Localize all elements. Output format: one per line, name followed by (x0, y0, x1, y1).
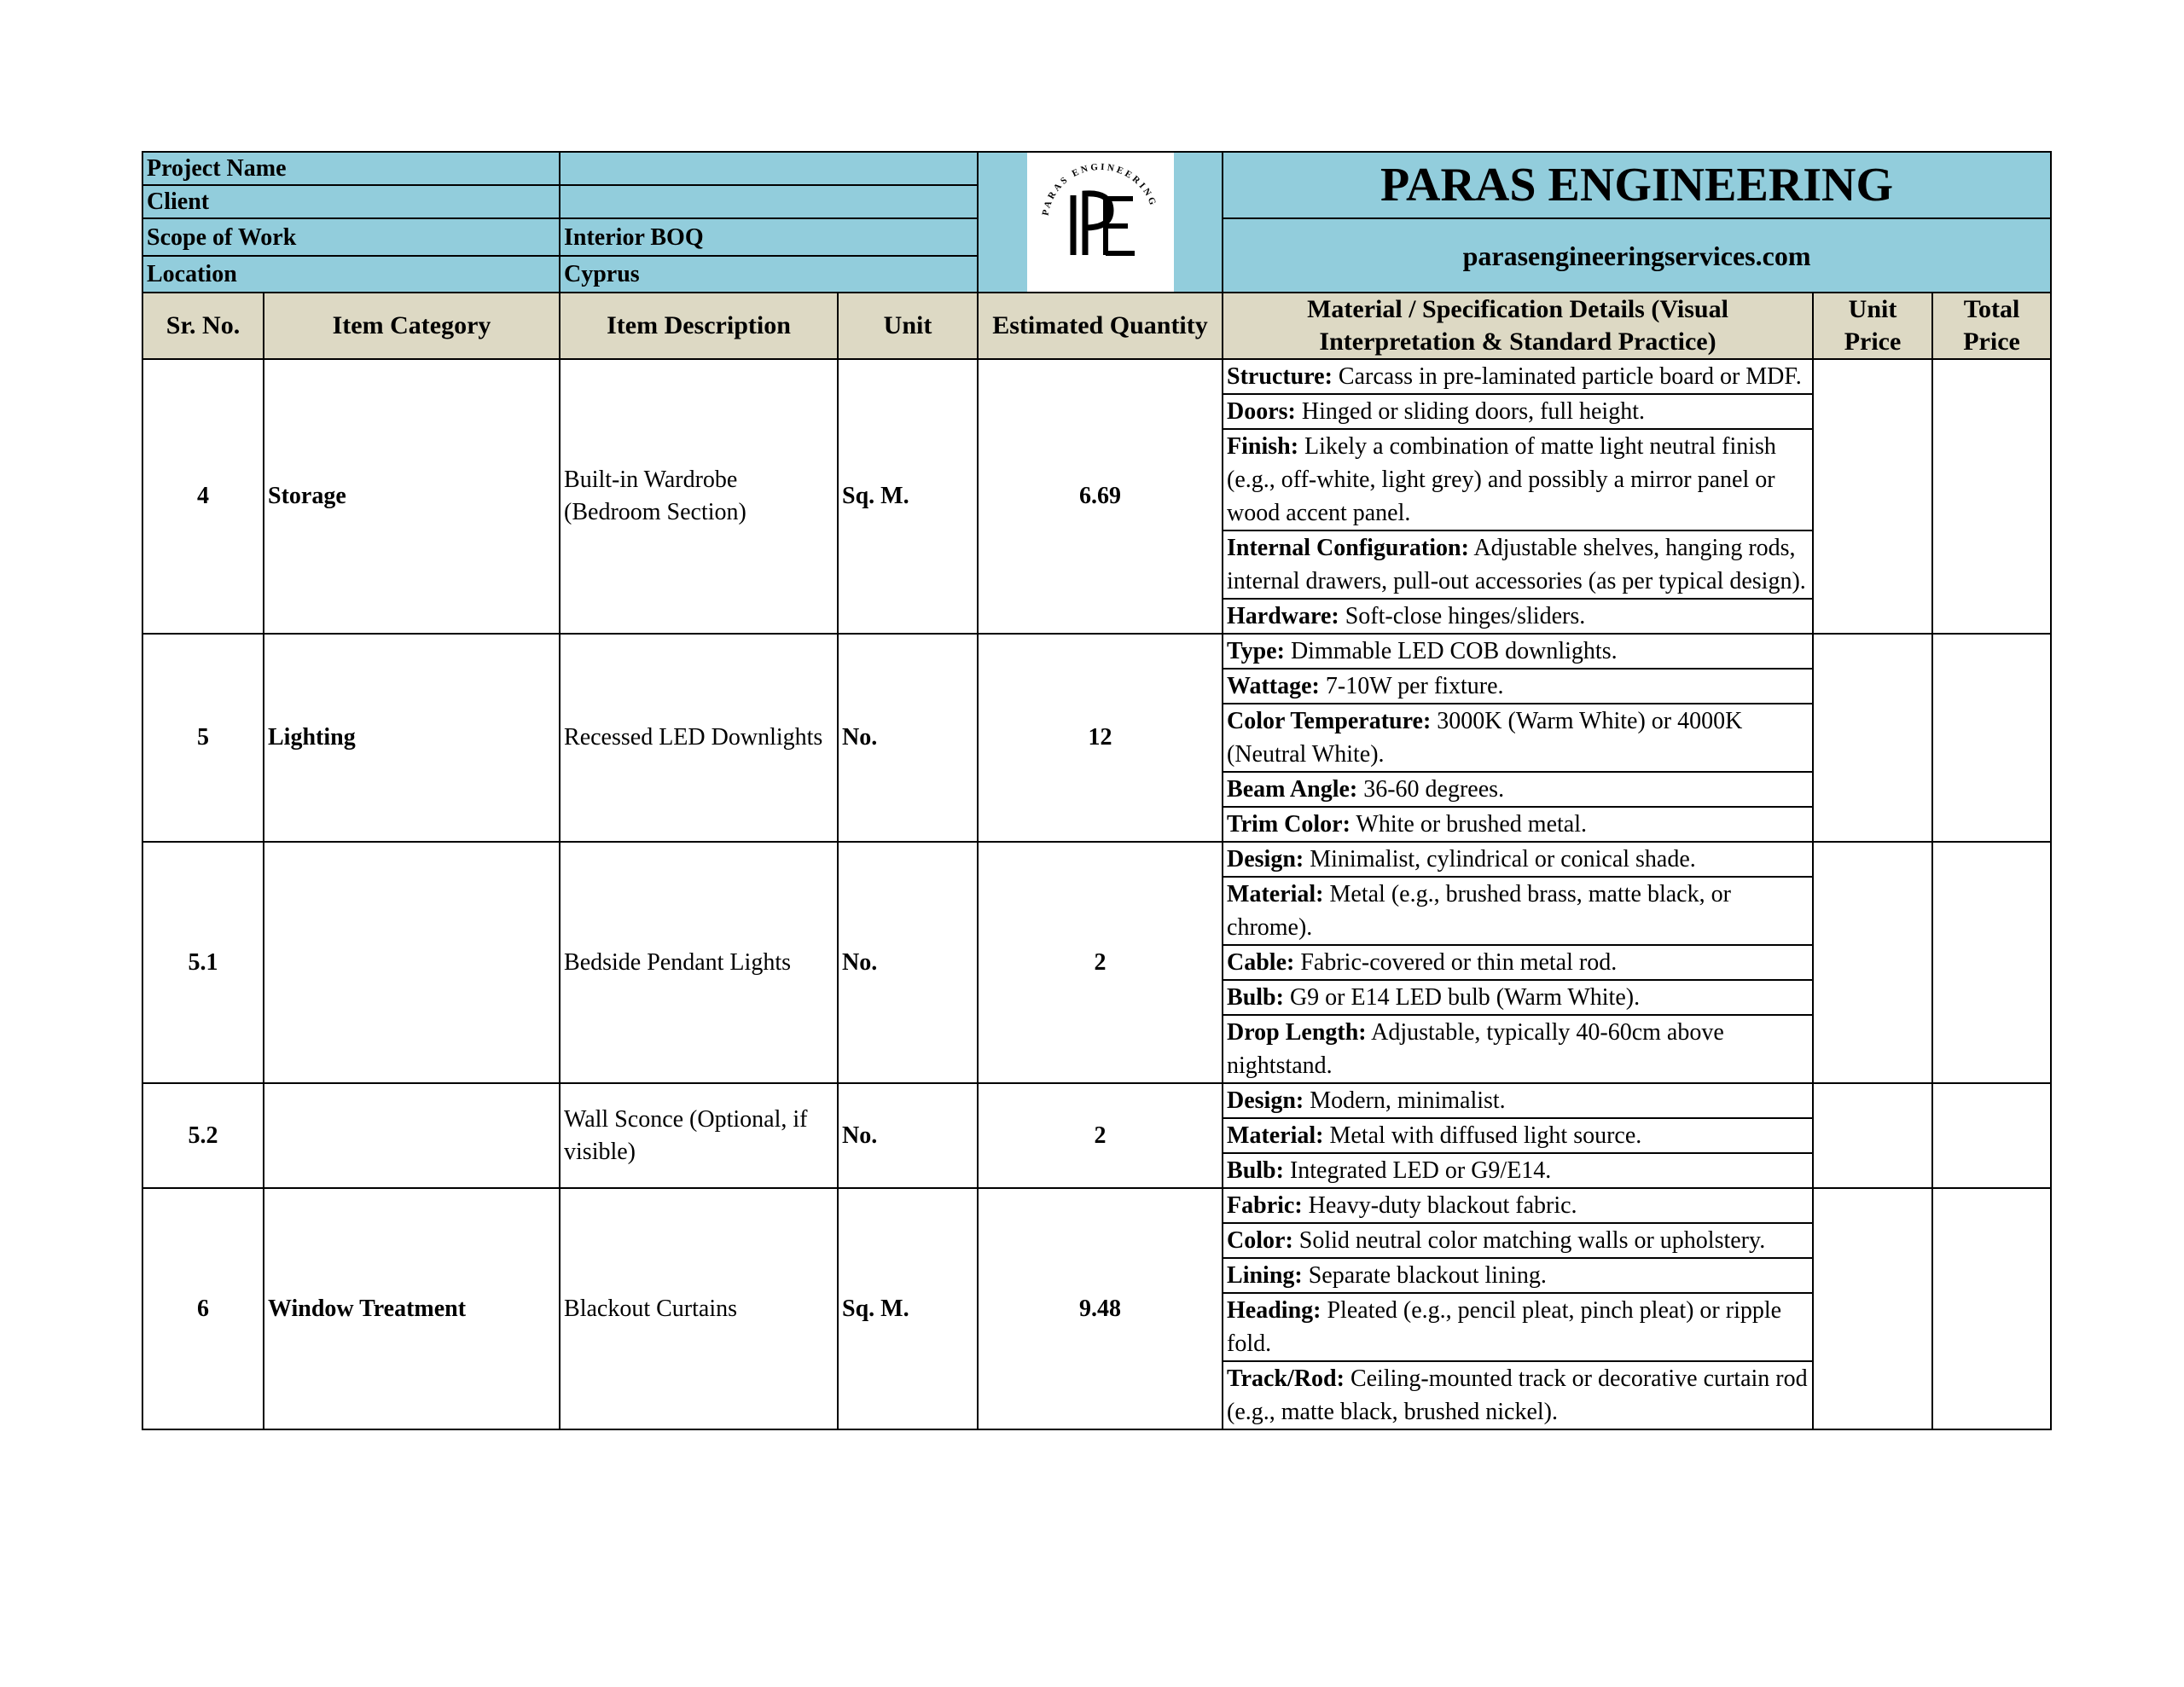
spec-cell (1223, 359, 1813, 634)
spec-label: Material: (1227, 881, 1324, 907)
spec-text: Separate blackout lining. (1302, 1262, 1547, 1289)
spec-text: 3000K (Warm White) or 4000K (Neutral White). (1227, 708, 1743, 768)
spec-line (1223, 1154, 1812, 1187)
unit-cell: Sq. M. (838, 359, 978, 634)
spec-text: Heavy-duty blackout fabric. (1302, 1192, 1577, 1219)
boq-table (142, 151, 2052, 1430)
client-label: Client (142, 185, 560, 218)
spec-line (1223, 981, 1812, 1016)
unit-cell: Sq. M. (838, 1188, 978, 1429)
unit-price-cell[interactable] (1813, 1188, 1932, 1429)
boq-sheet (142, 151, 2050, 1430)
spec-text: Solid neutral color matching walls or upholstery. (1292, 1227, 1766, 1254)
spec-line (1223, 1084, 1812, 1119)
table-row (142, 1083, 2051, 1188)
spec-line (1223, 1259, 1812, 1294)
spec-label: Heading: (1227, 1297, 1321, 1324)
spec-text: Minimalist, cylindrical or conical shade. (1304, 846, 1696, 872)
total-price-cell[interactable] (1932, 1188, 2051, 1429)
spec-text: Metal (e.g., brushed brass, matte black, or chrome). (1227, 881, 1731, 941)
column-header-row (142, 293, 2051, 359)
col-unit-price-text: Price (1844, 328, 1902, 356)
spec-cell (1223, 1083, 1813, 1188)
quantity-cell: 2 (978, 842, 1223, 1083)
spec-text: G9 or E14 LED bulb (Warm White). (1283, 984, 1641, 1011)
unit-price-cell[interactable] (1813, 634, 1932, 842)
col-material-spec (1223, 293, 1813, 359)
spec-line (1223, 395, 1812, 430)
sr-no-cell: 5.1 (142, 842, 264, 1083)
spec-line (1223, 1224, 1812, 1259)
spec-text: Integrated LED or G9/E14. (1283, 1157, 1552, 1184)
sr-no-cell: 6 (142, 1188, 264, 1429)
col-sr-no (142, 293, 264, 359)
item-description-cell: Blackout Curtains (560, 1188, 838, 1429)
spec-label: Material: (1227, 1122, 1324, 1149)
table-row (142, 359, 2051, 634)
col-item-description-text: Item Description (607, 311, 791, 339)
col-unit-price (1813, 293, 1932, 359)
spec-text: Likely a combination of matte light neutral finish (e.g., off-white, light grey) and possibly a mirror panel or wood accent panel. (1227, 433, 1776, 526)
spec-label: Fabric: (1227, 1192, 1303, 1219)
spec-line (1223, 1016, 1812, 1082)
total-price-cell[interactable] (1932, 634, 2051, 842)
item-description-cell: Bedside Pendant Lights (560, 842, 838, 1083)
spec-text: Metal with diffused light source. (1323, 1122, 1642, 1149)
spec-line (1223, 1189, 1812, 1224)
spec-label: Trim Color: (1227, 811, 1350, 838)
spec-label: Cable: (1227, 949, 1295, 976)
spec-text: 7-10W per fixture. (1319, 673, 1504, 699)
item-category-cell: Lighting (264, 634, 560, 842)
col-unit (838, 293, 978, 359)
location-label: Location (142, 256, 560, 293)
col-material-spec-text: Interpretation & Standard Practice) (1319, 328, 1716, 356)
table-row (142, 634, 2051, 842)
spec-label: Hardware: (1227, 603, 1339, 629)
scope-of-work-label: Scope of Work (142, 218, 560, 256)
item-description-cell: Built-in Wardrobe (Bedroom Section) (560, 359, 838, 634)
project-name-value (560, 152, 978, 185)
spec-text: White or brushed metal. (1350, 811, 1587, 838)
col-total-price-text: Total (1963, 295, 2020, 323)
item-category-cell: Window Treatment (264, 1188, 560, 1429)
company-name: PARAS ENGINEERING (1223, 152, 2051, 218)
svg-text:PARAS ENGINEERING: PARAS ENGINEERING (1040, 161, 1159, 217)
unit-price-cell[interactable] (1813, 359, 1932, 634)
client-value (560, 185, 978, 218)
col-unit-price-text: Unit (1848, 295, 1897, 323)
spec-text: Soft-close hinges/sliders. (1339, 603, 1586, 629)
project-name-label: Project Name (142, 152, 560, 185)
scope-of-work-value: Interior BOQ (560, 218, 978, 256)
spec-line (1223, 1119, 1812, 1154)
spec-label: Beam Angle: (1227, 776, 1358, 803)
item-category-cell: Storage (264, 359, 560, 634)
spec-label: Type: (1227, 638, 1285, 664)
spec-text: Dimmable LED COB downlights. (1284, 638, 1618, 664)
spec-label: Color Temperature: (1227, 708, 1432, 734)
spec-line (1223, 946, 1812, 981)
unit-cell: No. (838, 842, 978, 1083)
spec-text: Pleated (e.g., pencil pleat, pinch pleat) or ripple fold. (1227, 1297, 1782, 1357)
item-description-cell: Wall Sconce (Optional, if visible) (560, 1083, 838, 1188)
spec-text: Carcass in pre-laminated particle board or MDF. (1332, 363, 1802, 390)
spec-line (1223, 1362, 1812, 1429)
quantity-cell: 2 (978, 1083, 1223, 1188)
spec-line (1223, 670, 1812, 704)
total-price-cell[interactable] (1932, 359, 2051, 634)
spec-cell (1223, 634, 1813, 842)
spec-line (1223, 773, 1812, 808)
col-item-description (560, 293, 838, 359)
spec-line (1223, 704, 1812, 773)
spec-label: Internal Configuration: (1227, 535, 1469, 561)
spec-text: Adjustable, typically 40-60cm above nightstand. (1227, 1019, 1724, 1079)
col-estimated-quantity (978, 293, 1223, 359)
spec-label: Color: (1227, 1227, 1293, 1254)
col-total-price-text: Price (1963, 328, 2020, 356)
unit-cell: No. (838, 1083, 978, 1188)
col-estimated-quantity-text: Estimated Quantity (992, 311, 1208, 339)
quantity-cell: 9.48 (978, 1188, 1223, 1429)
table-row (142, 842, 2051, 1083)
spec-label: Bulb: (1227, 984, 1284, 1011)
quantity-cell: 6.69 (978, 359, 1223, 634)
spec-text: Adjustable shelves, hanging rods, internal drawers, pull-out accessories (as per typical design). (1227, 535, 1806, 594)
spec-text: Ceiling-mounted track or decorative curtain rod (e.g., matte black, brushed nickel). (1227, 1365, 1808, 1425)
sr-no-cell: 5.2 (142, 1083, 264, 1188)
unit-cell: No. (838, 634, 978, 842)
quantity-cell: 12 (978, 634, 1223, 842)
total-price-cell[interactable] (1932, 1083, 2051, 1188)
spec-line (1223, 430, 1812, 531)
col-sr-no-text: Sr. No. (166, 311, 241, 339)
spec-line (1223, 531, 1812, 600)
col-item-category (264, 293, 560, 359)
item-description-cell: Recessed LED Downlights (560, 634, 838, 842)
item-category-cell (264, 1083, 560, 1188)
table-row (142, 1188, 2051, 1429)
spec-label: Drop Length: (1227, 1019, 1367, 1046)
unit-price-cell[interactable] (1813, 842, 1932, 1083)
unit-price-cell[interactable] (1813, 1083, 1932, 1188)
col-unit-text: Unit (883, 311, 932, 339)
item-category-cell (264, 842, 560, 1083)
col-material-spec-text: Material / Specification Details (Visual (1307, 295, 1728, 323)
spec-line (1223, 843, 1812, 878)
sr-no-cell: 5 (142, 634, 264, 842)
spec-label: Finish: (1227, 433, 1299, 460)
spec-label: Doors: (1227, 398, 1296, 425)
spec-label: Lining: (1227, 1262, 1303, 1289)
spec-line (1223, 1294, 1812, 1362)
spec-cell (1223, 1188, 1813, 1429)
spec-label: Bulb: (1227, 1157, 1284, 1184)
spec-line (1223, 600, 1812, 633)
spec-label: Design: (1227, 1087, 1304, 1114)
project-name-row (142, 152, 2051, 185)
spec-text: Hinged or sliding doors, full height. (1295, 398, 1645, 425)
sr-no-cell: 4 (142, 359, 264, 634)
spec-line (1223, 635, 1812, 670)
col-total-price (1932, 293, 2051, 359)
spec-label: Wattage: (1227, 673, 1320, 699)
col-item-category-text: Item Category (332, 311, 491, 339)
spec-label: Design: (1227, 846, 1304, 872)
spec-line (1223, 878, 1812, 946)
spec-text: 36-60 degrees. (1357, 776, 1505, 803)
spec-text: Modern, minimalist. (1304, 1087, 1506, 1114)
company-website[interactable]: parasengineeringservices.com (1223, 218, 2051, 293)
spec-cell (1223, 842, 1813, 1083)
spec-line (1223, 360, 1812, 395)
paras-engineering-logo-icon (1032, 154, 1169, 291)
spec-line (1223, 808, 1812, 841)
logo-cell (978, 152, 1223, 293)
total-price-cell[interactable] (1932, 842, 2051, 1083)
spec-label: Track/Rod: (1227, 1365, 1345, 1392)
location-value: Cyprus (560, 256, 978, 293)
spec-text: Fabric-covered or thin metal rod. (1294, 949, 1618, 976)
spec-label: Structure: (1227, 363, 1333, 390)
company-logo (1027, 153, 1174, 292)
